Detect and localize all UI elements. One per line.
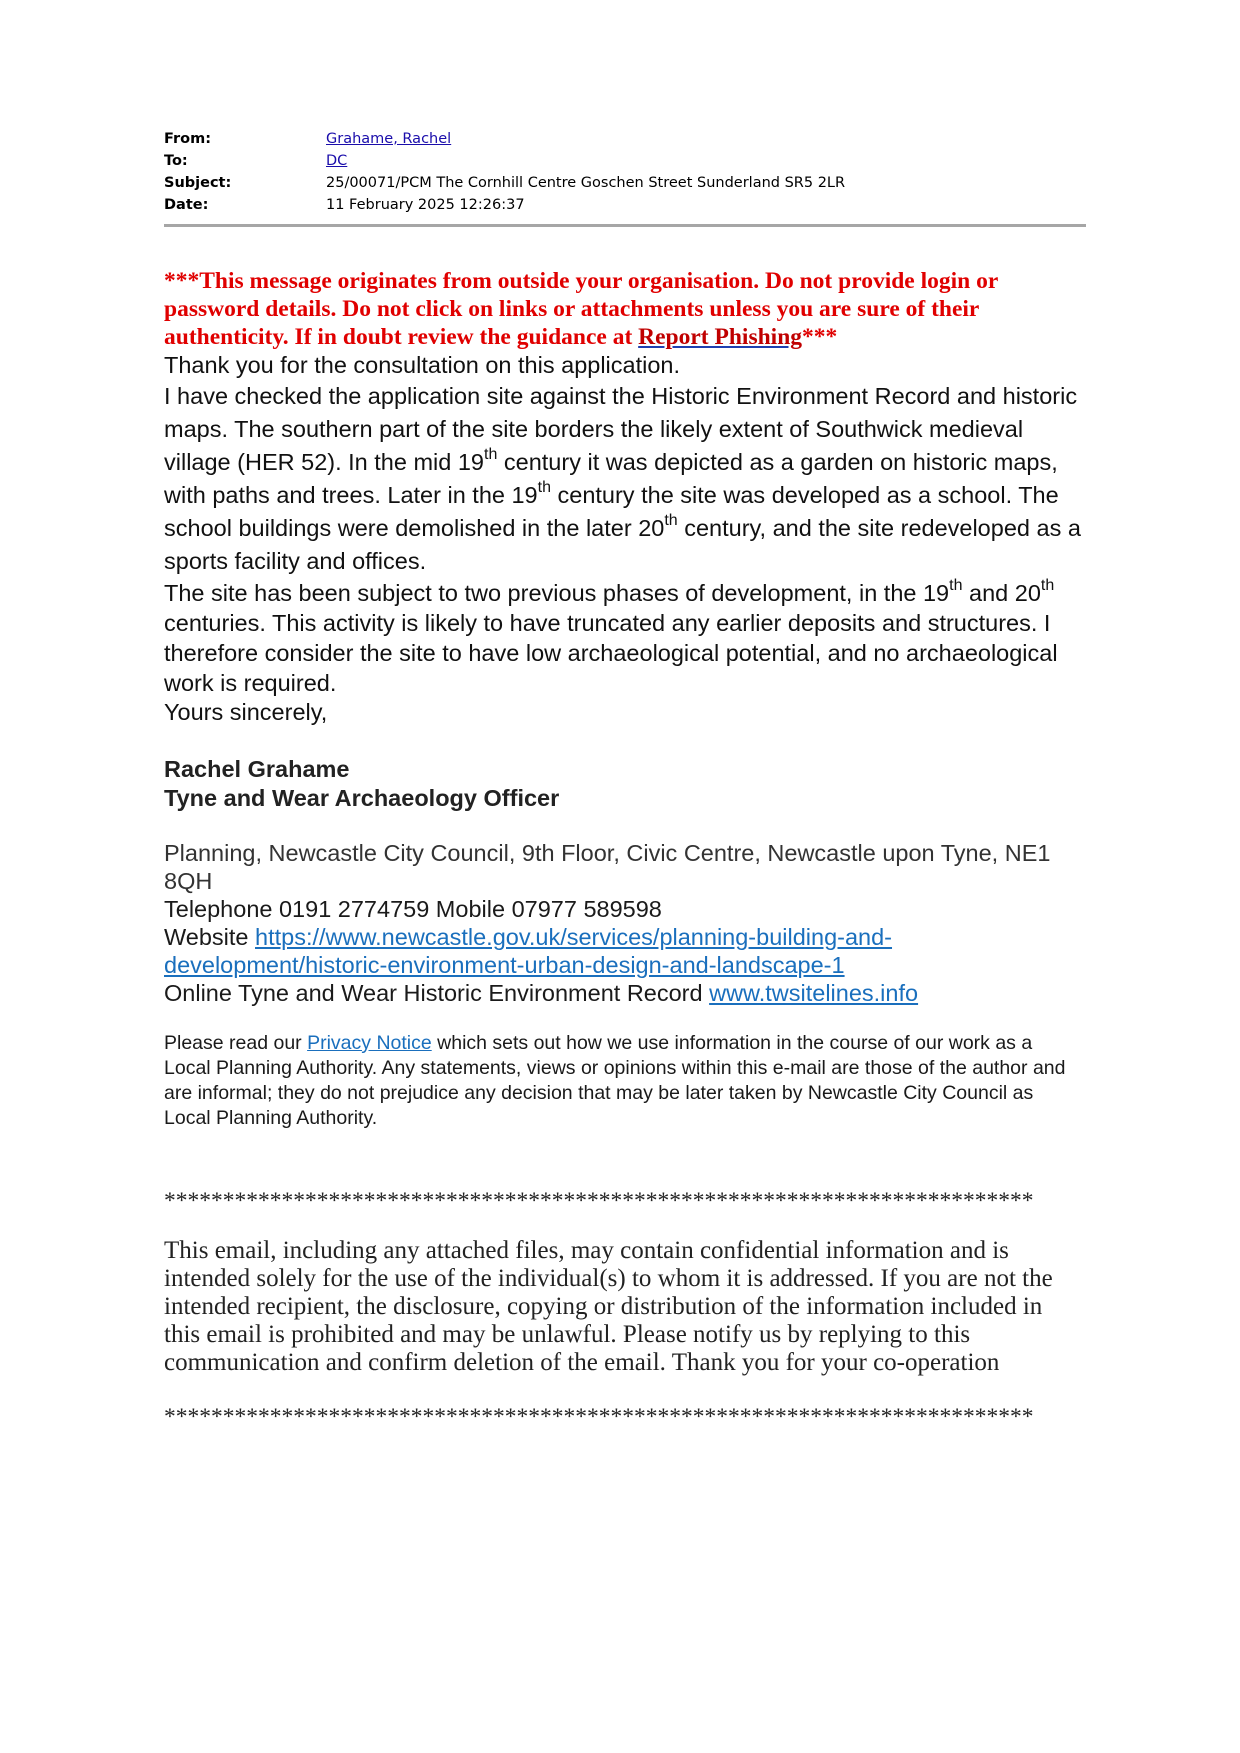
p1-sup-3: th bbox=[664, 512, 678, 529]
signature-block bbox=[164, 755, 1084, 813]
p1-text-a: I have checked the application site against the Historic Environment Record and historic maps. The southern part of the site borders the likely extent of Southwick medieval village (HER 52). In the mid 19 bbox=[164, 383, 1078, 475]
contact-her-line bbox=[164, 979, 1084, 1007]
warning-suffix: *** bbox=[802, 324, 838, 350]
conclusion-paragraph bbox=[164, 578, 1084, 698]
header-to-row bbox=[164, 150, 1084, 172]
signature-name: Rachel Grahame bbox=[164, 756, 350, 782]
date-label: Date: bbox=[164, 197, 209, 213]
header-divider bbox=[164, 224, 1086, 227]
website-label: Website bbox=[164, 924, 255, 950]
email-header bbox=[164, 128, 1084, 216]
p1-text-d: century, and the site redeveloped as a sports facility and offices. bbox=[164, 515, 1081, 574]
p2-sup-2: th bbox=[1040, 577, 1055, 594]
confidentiality-disclaimer: This email, including any attached files, may contain confidential information and is intended solely for the use of the individual(s) to whom it is addressed. If you are not the intended recipient, the disclosure, copying or distribution of the information included in this email is prohibited and may be unlawful. Please notify us by replying to this communication and confirm deletion of the email. Thank you for your co-operation bbox=[164, 1237, 1053, 1376]
warning-text: ***This message originates from outside your organisation. Do not provide login or password details. Do not click on links or attachments unless you are sure of their authenticity. If in doubt review the guidance at bbox=[164, 268, 998, 350]
privacy-notice-link[interactable]: Privacy Notice bbox=[307, 1032, 432, 1054]
header-subject-row bbox=[164, 172, 1084, 194]
p1-text-b: century it was depicted as a garden on historic maps, with paths and trees. Later in the 19 bbox=[164, 449, 1058, 508]
contact-website-line bbox=[164, 923, 1084, 979]
date-value: 11 February 2025 12:26:37 bbox=[326, 197, 525, 213]
privacy-prefix: Please read our bbox=[164, 1032, 308, 1054]
footer-separator-bottom: ************************************************************************** bbox=[164, 1404, 1034, 1430]
p2-text-c: centuries. This activity is likely to have truncated any earlier deposits and structures. I therefore consider the site to have low archaeological potential, and no archaeological work is required. bbox=[164, 610, 1058, 696]
privacy-notice-paragraph bbox=[164, 1031, 1074, 1131]
p2-sup-1: th bbox=[949, 577, 963, 594]
signature-title: Tyne and Wear Archaeology Officer bbox=[164, 785, 560, 811]
external-warning-banner bbox=[164, 267, 1084, 351]
header-from-row bbox=[164, 128, 1084, 150]
subject-value: 25/00071/PCM The Cornhill Centre Goschen Street Sunderland SR5 2LR bbox=[326, 175, 846, 191]
subject-label: Subject: bbox=[164, 175, 232, 191]
privacy-suffix: which sets out how we use information in the course of our work as a Local Planning Authority. Any statements, views or opinions within this e-mail are those of the author and are informal; they do not prejudice any decision that may be later taken by Newcastle City Council as Local Planning Authority. bbox=[164, 1032, 1066, 1129]
p2-text-a: The site has been subject to two previous phases of development, in the 19 bbox=[164, 580, 950, 606]
report-phishing-link[interactable]: Report Phishing bbox=[638, 324, 803, 350]
footer-separator-top: ************************************************************************** bbox=[164, 1188, 1034, 1214]
from-link[interactable]: Grahame, Rachel bbox=[326, 131, 452, 147]
sign-off: Yours sincerely, bbox=[164, 699, 328, 725]
contact-details bbox=[164, 839, 1084, 1007]
p1-text-c: century the site was developed as a school. The school buildings were demolished in the later 20 bbox=[164, 482, 1059, 541]
email-document bbox=[164, 128, 1084, 1431]
from-label: From: bbox=[164, 131, 211, 147]
her-link[interactable]: www.twsitelines.info bbox=[709, 980, 919, 1006]
p1-sup-1: th bbox=[484, 446, 498, 463]
website-link[interactable]: https://www.newcastle.gov.uk/services/planning-building-and-development/historic-environment-urban-design-and-landscape-1 bbox=[164, 924, 893, 978]
contact-address: Planning, Newcastle City Council, 9th Floor, Civic Centre, Newcastle upon Tyne, NE1 8QH bbox=[164, 840, 1051, 894]
p2-text-b: and 20 bbox=[962, 580, 1041, 606]
to-label: To: bbox=[164, 153, 188, 169]
to-link[interactable]: DC bbox=[326, 153, 348, 169]
p1-sup-2: th bbox=[537, 479, 551, 496]
email-body bbox=[164, 351, 1084, 727]
contact-telephone: Telephone 0191 2774759 Mobile 07977 589598 bbox=[164, 896, 662, 922]
her-label: Online Tyne and Wear Historic Environment Record bbox=[164, 980, 710, 1006]
thanks-paragraph: Thank you for the consultation on this application. bbox=[164, 352, 681, 378]
header-date-row bbox=[164, 194, 1084, 216]
assessment-paragraph bbox=[164, 380, 1084, 578]
